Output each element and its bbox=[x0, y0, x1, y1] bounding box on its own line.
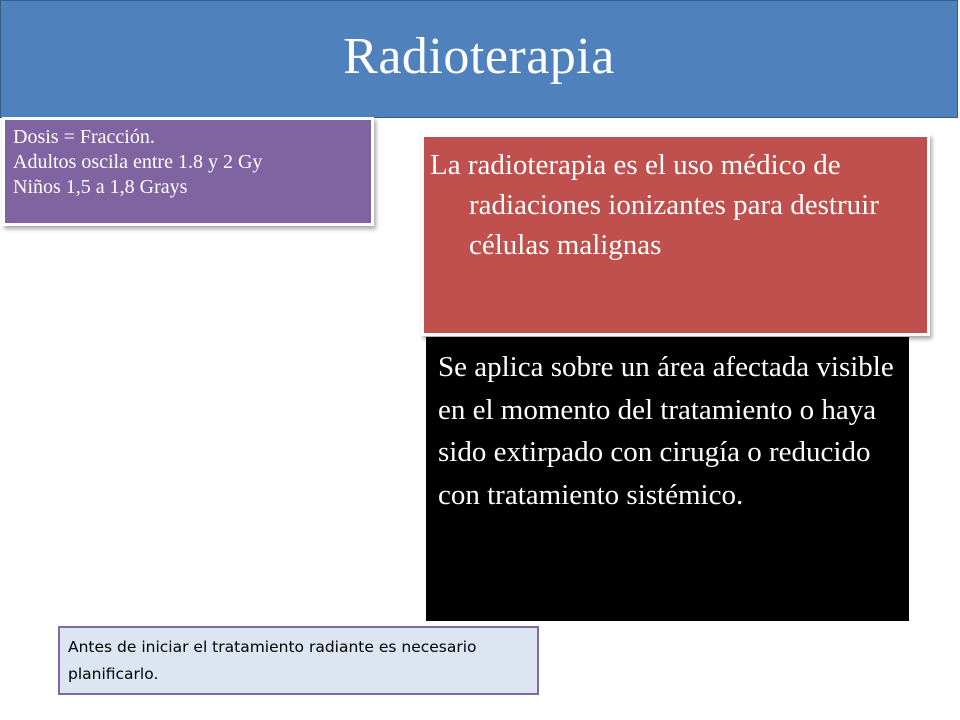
planning-note-box bbox=[58, 626, 539, 695]
dosis-box bbox=[2, 117, 374, 226]
title-bar bbox=[0, 0, 958, 118]
definition-text: La radioterapia es el uso médico de radiaciones ionizantes para destruir células malignas bbox=[430, 149, 879, 261]
definition-box bbox=[421, 134, 930, 336]
dosis-line-ninos: Niños 1,5 a 1,8 Grays bbox=[13, 176, 188, 198]
application-text: Se aplica sobre un área afectada visible en el momento del tratamiento o haya sido extirpado con cirugía o reducido con tratamiento sistémico. bbox=[438, 351, 894, 511]
dosis-line-fraccion: Dosis = Fracción. bbox=[13, 126, 155, 148]
dosis-line-adultos: Adultos oscila entre 1.8 y 2 Gy bbox=[13, 151, 263, 173]
application-box bbox=[426, 337, 909, 621]
planning-note-text: Antes de iniciar el tratamiento radiante es necesario planificarlo. bbox=[68, 638, 477, 683]
slide-title: Radioterapia bbox=[343, 27, 615, 85]
